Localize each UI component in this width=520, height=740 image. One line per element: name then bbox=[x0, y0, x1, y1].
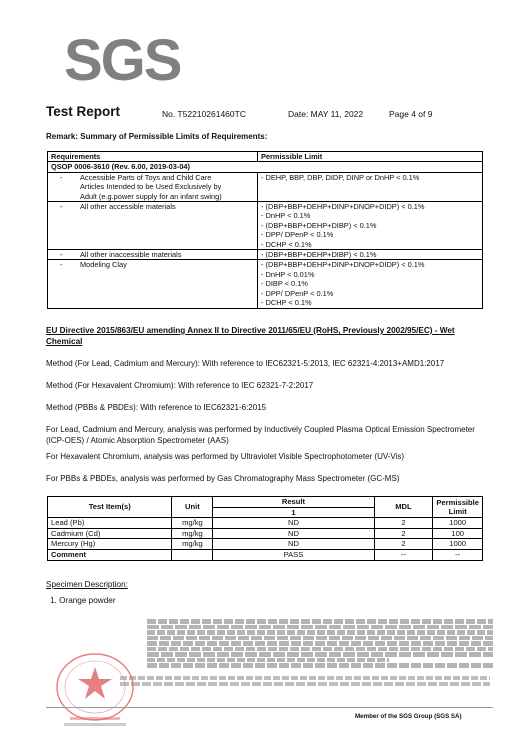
limit-cell bbox=[258, 260, 483, 308]
test-item: Lead (Pb) bbox=[48, 518, 172, 529]
header-result: Result bbox=[213, 497, 374, 508]
requirement-line: Adult (e.g.power supply for an infant swing) bbox=[80, 191, 222, 201]
requirement-cell: - All other inaccessible materials bbox=[48, 250, 258, 260]
header-permissible-limit: Permissible Limit bbox=[433, 497, 483, 518]
results-table bbox=[47, 496, 483, 561]
limit: 1000 bbox=[433, 539, 483, 550]
result: ND bbox=[213, 518, 374, 529]
table-row bbox=[48, 528, 483, 539]
requirement-cell: - Accessible Parts of Toys and Child Care Articles Intended to be Used Exclusively by Adult (e.g.power supply for an infant swing) bbox=[48, 172, 258, 201]
result: ND bbox=[213, 539, 374, 550]
table-row bbox=[48, 202, 483, 250]
comment-result: PASS bbox=[213, 549, 374, 560]
results-header-row bbox=[48, 497, 483, 508]
requirement-line: All other accessible materials bbox=[80, 202, 176, 212]
limit-line: - DPP/ DPenP < 0.1% bbox=[261, 288, 334, 298]
legal-fine-print bbox=[147, 619, 493, 669]
comment-unit bbox=[172, 549, 213, 560]
limit-cell bbox=[258, 202, 483, 250]
comment-row bbox=[48, 549, 483, 560]
limit-line: - DPP/ DPenP < 0.1% bbox=[261, 230, 334, 240]
limit-line: - (DBP+BBP+DEHP+DIBP) < 0.1% bbox=[261, 220, 377, 230]
report-number: No. T52210261460TC bbox=[162, 109, 246, 119]
limit-line: - DEHP, BBP, DBP, DIDP, DINP or DnHP < 0.1% bbox=[261, 172, 420, 182]
limit-line: - (DBP+BBP+DEHP+DINP+DNOP+DIDP) < 0.1% bbox=[261, 202, 425, 212]
header-permissible-limit: Permissible Limit bbox=[258, 152, 483, 162]
table-row bbox=[48, 250, 483, 260]
header-requirements: Requirements bbox=[48, 152, 258, 162]
analysis-paragraph: For Hexavalent Chromium, analysis was performed by Ultraviolet Visible Spectrophotometer (UV-Vis) bbox=[46, 452, 405, 461]
header-unit: Unit bbox=[172, 497, 213, 518]
limit-line: - DCHP < 0.1% bbox=[261, 239, 312, 249]
limit-cell bbox=[258, 172, 483, 201]
unit: mg/kg bbox=[172, 518, 213, 529]
test-item: Mercury (Hg) bbox=[48, 539, 172, 550]
header-test-items: Test Item(s) bbox=[48, 497, 172, 518]
standard-row bbox=[48, 162, 483, 172]
specimen-item: 1. Orange powder bbox=[50, 596, 116, 605]
analysis-paragraph: For Lead, Cadmium and Mercury, analysis was performed by Inductively Coupled Plasma Optical Emission Spectrometer (ICP-OES) / Atomic Absorption Spectrometer (AAS) bbox=[46, 425, 475, 445]
unit: mg/kg bbox=[172, 528, 213, 539]
analysis-paragraph: For PBBs & PBDEs, analysis was performed by Gas Chromatography Mass Spectrometer (GC-MS) bbox=[46, 474, 400, 483]
footer-divider bbox=[46, 707, 493, 708]
mdl: 2 bbox=[374, 518, 433, 529]
header-mdl: MDL bbox=[374, 497, 433, 518]
method-paragraph: Method (PBBs & PBDEs): With reference to IEC62321-6:2015 bbox=[46, 403, 267, 412]
remark-heading: Remark: Summary of Permissible Limits of Requirements: bbox=[46, 132, 268, 141]
table-row bbox=[48, 260, 483, 308]
comment-label: Comment bbox=[48, 549, 172, 560]
specimen-title: Specimen Description: bbox=[46, 580, 128, 589]
table-row bbox=[48, 172, 483, 201]
limit-cell bbox=[258, 250, 483, 260]
limit-line: - DnHP < 0.01% bbox=[261, 269, 315, 279]
limit: 100 bbox=[433, 528, 483, 539]
limit-line: - DCHP < 0.1% bbox=[261, 298, 312, 308]
report-date: Date: MAY 11, 2022 bbox=[288, 109, 364, 119]
requirement-line: Modeling Clay bbox=[80, 260, 127, 270]
page-indicator: Page 4 of 9 bbox=[389, 109, 433, 119]
limit: 1000 bbox=[433, 518, 483, 529]
header-result-number: 1 bbox=[213, 507, 374, 518]
sgs-logo-text: SGS bbox=[64, 28, 181, 88]
sgs-member-note: Member of the SGS Group (SGS SA) bbox=[355, 713, 462, 720]
comment-mdl: -- bbox=[374, 549, 433, 560]
method-paragraph: Method (For Lead, Cadmium and Mercury): With reference to IEC62321-5:2013, IEC 62321-4:2013+AMD1:2017 bbox=[46, 359, 445, 368]
limit-line: - DnHP < 0.1% bbox=[261, 211, 311, 221]
requirement-line: Accessible Parts of Toys and Child Care bbox=[80, 172, 212, 182]
limit-line: - (DBP+BBP+DEHP+DINP+DNOP+DIDP) < 0.1% bbox=[261, 260, 425, 270]
mdl: 2 bbox=[374, 528, 433, 539]
table-header-row bbox=[48, 152, 483, 162]
standard-name: QSOP 0006-3610 (Rev. 6.00, 2019-03-04) bbox=[48, 162, 483, 172]
report-title: Test Report bbox=[46, 104, 121, 119]
sgs-logo bbox=[64, 28, 182, 88]
requirement-line: Articles Intended to be Used Exclusively by bbox=[80, 182, 222, 192]
table-row bbox=[48, 539, 483, 550]
company-seal-stamp bbox=[52, 651, 138, 729]
requirements-table bbox=[47, 151, 483, 309]
mdl: 2 bbox=[374, 539, 433, 550]
limit-line: - DIBP < 0.1% bbox=[261, 279, 308, 289]
table-row bbox=[48, 518, 483, 529]
test-item: Cadmium (Cd) bbox=[48, 528, 172, 539]
requirement-cell: - Modeling Clay bbox=[48, 260, 258, 308]
unit: mg/kg bbox=[172, 539, 213, 550]
comment-limit: -- bbox=[433, 549, 483, 560]
section-heading: EU Directive 2015/863/EU amending Annex II to Directive 2011/65/EU (RoHS, Previously 2002/95/EC) - Wet Chemical bbox=[46, 326, 455, 346]
limit-line: - (DBP+BBP+DEHP+DIBP) < 0.1% bbox=[261, 250, 377, 260]
result: ND bbox=[213, 528, 374, 539]
requirement-line: All other inaccessible materials bbox=[80, 250, 182, 260]
method-paragraph: Method (For Hexavalent Chromium): With reference to IEC 62321-7-2:2017 bbox=[46, 381, 314, 390]
footer-address-lines bbox=[120, 676, 490, 686]
requirement-cell: - All other accessible materials bbox=[48, 202, 258, 250]
